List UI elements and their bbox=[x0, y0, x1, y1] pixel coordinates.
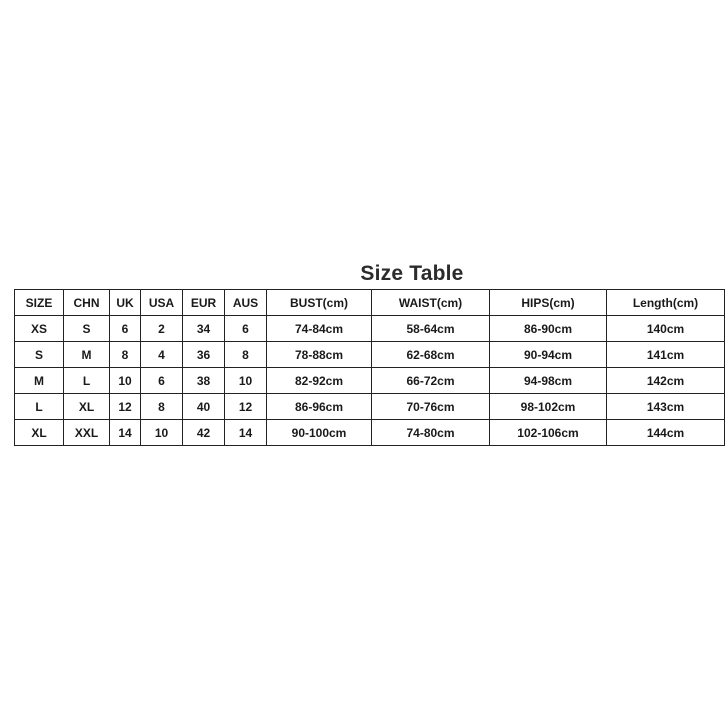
header-cell-chn: CHN bbox=[64, 290, 110, 316]
table-cell: XS bbox=[15, 316, 64, 342]
table-cell: 58-64cm bbox=[372, 316, 490, 342]
header-cell-eur: EUR bbox=[183, 290, 225, 316]
header-cell-bust: BUST(cm) bbox=[267, 290, 372, 316]
size-table bbox=[14, 289, 725, 446]
header-cell-waist: WAIST(cm) bbox=[372, 290, 490, 316]
table-cell: XXL bbox=[64, 420, 110, 446]
table-cell: 2 bbox=[141, 316, 183, 342]
header-cell-hips: HIPS(cm) bbox=[490, 290, 607, 316]
table-cell: 42 bbox=[183, 420, 225, 446]
table-cell: 141cm bbox=[607, 342, 725, 368]
table-cell: 82-92cm bbox=[267, 368, 372, 394]
table-cell: 8 bbox=[141, 394, 183, 420]
table-row bbox=[15, 368, 725, 394]
table-cell: 66-72cm bbox=[372, 368, 490, 394]
table-cell: 6 bbox=[110, 316, 141, 342]
table-cell: 74-84cm bbox=[267, 316, 372, 342]
table-row bbox=[15, 316, 725, 342]
table-cell: 98-102cm bbox=[490, 394, 607, 420]
table-cell: 86-96cm bbox=[267, 394, 372, 420]
table-row bbox=[15, 394, 725, 420]
table-cell: 40 bbox=[183, 394, 225, 420]
table-cell: 10 bbox=[225, 368, 267, 394]
table-cell: 6 bbox=[225, 316, 267, 342]
table-cell: 102-106cm bbox=[490, 420, 607, 446]
table-cell: 94-98cm bbox=[490, 368, 607, 394]
table-cell: 62-68cm bbox=[372, 342, 490, 368]
table-row bbox=[15, 420, 725, 446]
table-cell: 140cm bbox=[607, 316, 725, 342]
table-cell: 70-76cm bbox=[372, 394, 490, 420]
table-cell: M bbox=[64, 342, 110, 368]
table-cell: L bbox=[15, 394, 64, 420]
table-cell: 143cm bbox=[607, 394, 725, 420]
table-cell: 86-90cm bbox=[490, 316, 607, 342]
table-cell: XL bbox=[64, 394, 110, 420]
table-cell: 34 bbox=[183, 316, 225, 342]
table-cell: 10 bbox=[110, 368, 141, 394]
header-row bbox=[15, 290, 725, 316]
table-cell: 8 bbox=[110, 342, 141, 368]
header-cell-aus: AUS bbox=[225, 290, 267, 316]
table-cell: 14 bbox=[225, 420, 267, 446]
header-cell-usa: USA bbox=[141, 290, 183, 316]
table-cell: 14 bbox=[110, 420, 141, 446]
table-cell: S bbox=[64, 316, 110, 342]
table-row bbox=[15, 342, 725, 368]
table-cell: 4 bbox=[141, 342, 183, 368]
table-cell: 12 bbox=[110, 394, 141, 420]
table-cell: 144cm bbox=[607, 420, 725, 446]
table-cell: 12 bbox=[225, 394, 267, 420]
table-cell: 90-100cm bbox=[267, 420, 372, 446]
header-cell-length: Length(cm) bbox=[607, 290, 725, 316]
table-cell: 90-94cm bbox=[490, 342, 607, 368]
table-cell: 8 bbox=[225, 342, 267, 368]
table-cell: M bbox=[15, 368, 64, 394]
table-cell: L bbox=[64, 368, 110, 394]
table-cell: 10 bbox=[141, 420, 183, 446]
table-cell: 38 bbox=[183, 368, 225, 394]
table-cell: 6 bbox=[141, 368, 183, 394]
header-cell-size: SIZE bbox=[15, 290, 64, 316]
table-cell: XL bbox=[15, 420, 64, 446]
table-cell: 36 bbox=[183, 342, 225, 368]
header-cell-uk: UK bbox=[110, 290, 141, 316]
table-cell: 142cm bbox=[607, 368, 725, 394]
table-cell: S bbox=[15, 342, 64, 368]
table-cell: 78-88cm bbox=[267, 342, 372, 368]
size-table-title: Size Table bbox=[360, 262, 464, 285]
table-cell: 74-80cm bbox=[372, 420, 490, 446]
